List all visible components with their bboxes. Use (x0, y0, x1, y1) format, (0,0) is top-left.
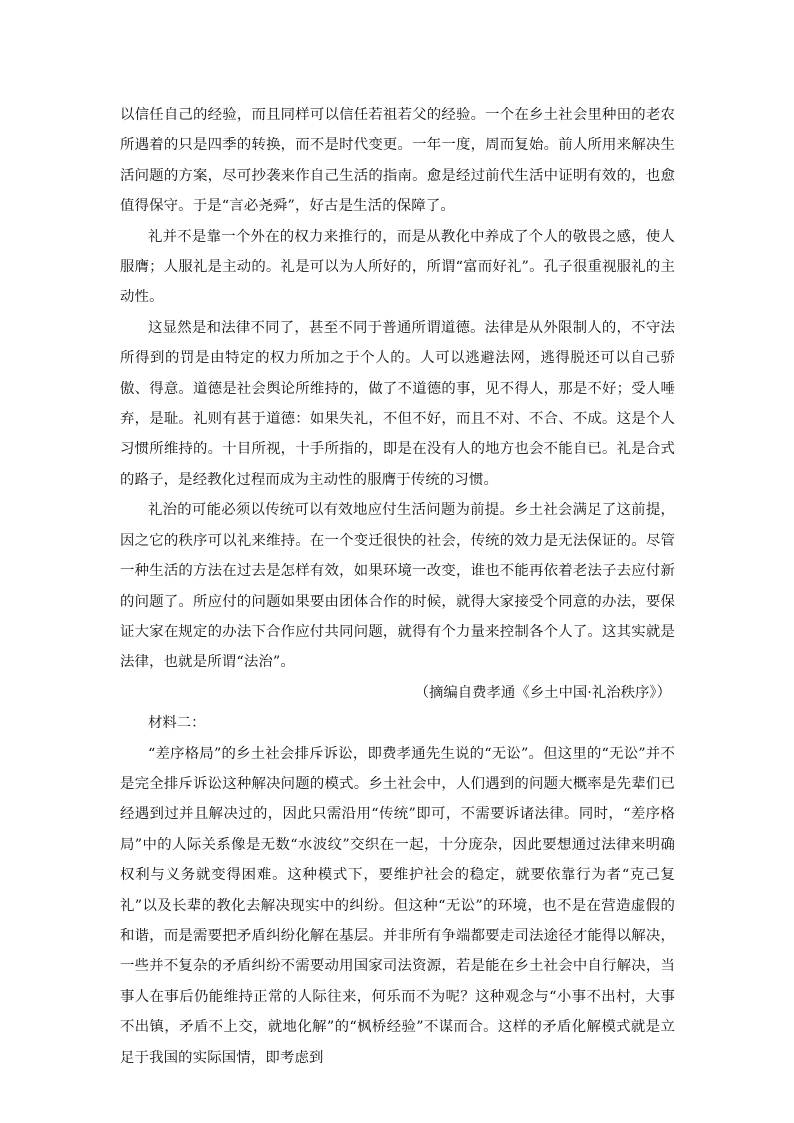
paragraph-3: 这显然是和法律不同了，甚至不同于普通所谓道德。法律是从外限制人的，不守法所得到的罚是由特定的权力所加之于个人的。人可以逃避法网，逃得脱还可以自己骄傲、得意。道德是社会舆论所维持的，做了不道德的事，见不得人，那是不好；受人唾弃，是耻。礼则有甚于道德：如果失礼，不但不好，而且不对、不合、不成。这是个人习惯所维持的。十目所视，十手所指的，即是在没有人的地方也会不能自已。礼是合式的路子，是经教化过程而成为主动性的服膺于传统的习惯。 (120, 319, 675, 488)
material-two-label: 材料二： (148, 715, 206, 732)
paragraph-1: 以信任自己的经验，而且同样可以信任若祖若父的经验。一个在乡土社会里种田的老农所遇着的只是四季的转换，而不是时代变更。一年一度，周而复始。前人所用来解决生活问题的方案，尽可抄袭来作自己生活的指南。愈是经过前代生活中证明有效的，也愈值得保守。于是“言必尧舜”，好古是生活的保障了。 (120, 107, 675, 215)
paragraph-material-two: “差序格局”的乡土社会排斥诉讼，即费孝通先生说的“无讼”。但这里的“无讼”并不是完全排斥诉讼这种解决问题的模式。乡土社会中，人们遇到的问题大概率是先辈们已经遇到过并且解决过的，因此只需沿用“传统”即可，不需要诉诸法律。同时，“差序格局”中的人际关系像是无数“水波纹”交织在一起，十分庞杂，因此要想通过法律来明确权利与义务就变得困难。这种模式下，要维护社会的稳定，就要依靠行为者“克己复礼”以及长辈的教化去解决现实中的纠纷。但这种“无讼”的环境，也不是在营造虚假的和谐，而是需要把矛盾纠纷化解在基层。并非所有争端都要走司法途径才能得以解决，一些并不复杂的矛盾纠纷不需要动用国家司法资源，若是能在乡土社会中自行解决，当事人在事后仍能维持正常的人际往来，何乐而不为呢？这种观念与“小事不出村，大事不出镇，矛盾不上交，就地化解”的“枫桥经验”不谋而合。这样的矛盾化解模式就是立足于我国的实际国情，即考虑到 (120, 745, 675, 1066)
document-page (120, 100, 675, 1073)
source-citation: （摘编自费孝通《乡土中国·礼治秩序》） (414, 684, 671, 701)
paragraph-4: 礼治的可能必须以传统可以有效地应付生活问题为前提。乡土社会满足了这前提，因之它的秩序可以礼来维持。在一个变迁很快的社会，传统的效力是无法保证的。尽管一种生活的方法在过去是怎样有效，如果环境一改变，谁也不能再依着老法子去应付新的问题了。所应付的问题如果要由团体合作的时候，就得大家接受个同意的办法，要保证大家在规定的办法下合作应付共同问题，就得有个力量来控制各个人了。这其实就是法律，也就是所谓“法治”。 (120, 502, 675, 671)
paragraph-2: 礼并不是靠一个外在的权力来推行的，而是从教化中养成了个人的敬畏之感，使人服膺；人服礼是主动的。礼是可以为人所好的，所谓“富而好礼”。孔子很重视服礼的主动性。 (120, 228, 675, 306)
